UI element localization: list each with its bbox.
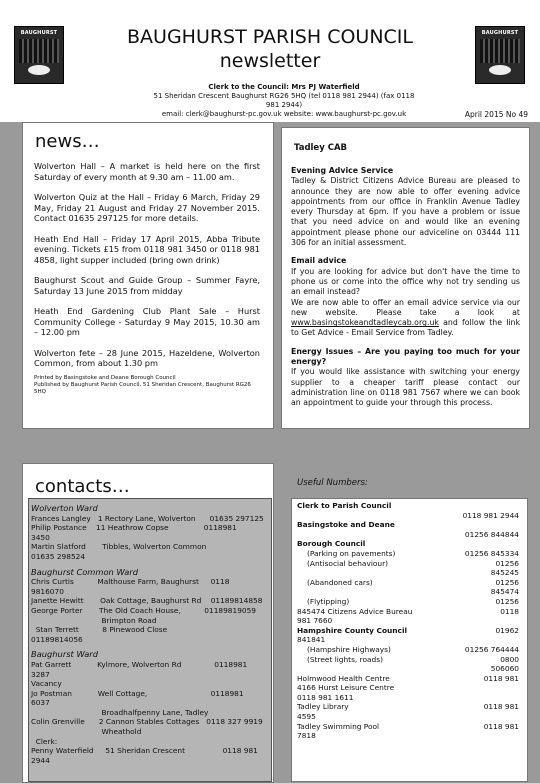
councillor-row: Colin Grenville 2 Cannon Stables Cottages 0118 327 9919 — [31, 717, 263, 727]
energy-heading: Energy Issues – Are you paying too much for your energy? — [291, 346, 520, 367]
councillor-row: Penny Waterfield 51 Sheridan Crescent 0118 981 — [31, 746, 258, 756]
news-item: Heath End Gardening Club Plant Sale – Hurst Community College - Saturday 9 May 2015, 10.30 am – 12.00 pm — [34, 306, 260, 337]
councillor-row: 3450 — [31, 532, 50, 542]
useful-number-cell: 841841 — [297, 635, 326, 645]
useful-number-cell: 981 7660 — [297, 616, 333, 626]
councillor-row: Martin Slatford Tibbles, Wolverton Common — [31, 542, 207, 552]
news-heading: news… — [35, 131, 100, 152]
contacts-heading: contacts… — [35, 476, 130, 497]
energy-section — [291, 347, 520, 409]
useful-number-cell: 0118 981 2944 — [462, 510, 519, 520]
ward-heading: Baughurst Common Ward — [31, 566, 138, 577]
councillor-row: Jo Postman Well Cottage, 0118981 — [31, 688, 244, 698]
councillor-row: Wheathold — [31, 727, 142, 737]
logo-trees-icon — [480, 39, 520, 63]
ward-heading: Baughurst Ward — [31, 649, 98, 660]
councillor-row: 3287 — [31, 669, 50, 679]
useful-number-cell: (Flytipping) — [307, 596, 350, 606]
logo-text: BAUGHURST — [481, 30, 519, 36]
councillor-row: Vacancy — [31, 679, 62, 689]
useful-number-cell: Holmwood Health Centre — [297, 673, 390, 683]
useful-number-cell: Borough Council — [297, 539, 366, 549]
published-by: Published by Baughurst Parish Council, 51 Sheridan Crescent, Baughurst RG26 5HQ — [34, 381, 251, 395]
useful-number-row — [297, 501, 519, 511]
useful-number-cell: 01256 — [495, 577, 519, 587]
contact-address-block — [150, 83, 418, 119]
useful-number-row — [297, 693, 519, 703]
useful-number-cell: 01256 — [495, 596, 519, 606]
useful-number-cell: Clerk to Parish Council — [297, 501, 392, 510]
useful-number-cell — [297, 587, 491, 597]
newsletter-subtitle: newsletter — [219, 50, 321, 72]
email-advice-text: If you are looking for advice but don't have the time to phone us or come into the office why not try sending us an email instead? — [291, 266, 520, 297]
useful-number-cell: 0118 — [500, 606, 519, 616]
useful-number-row — [297, 645, 519, 655]
news-item: Wolverton Hall – A market is held here on the first Saturday of every month at 9.30 am – 11.00 am. — [34, 161, 260, 182]
useful-number-cell: 4595 — [297, 712, 316, 722]
tadley-cab-panel — [281, 127, 530, 429]
useful-number-cell — [297, 568, 491, 578]
useful-number-cell: 506060 — [490, 664, 519, 674]
printed-by: Printed by Basingstoke and Deane Borough Council — [34, 374, 176, 381]
useful-number-row — [297, 712, 519, 722]
useful-number-row — [297, 568, 519, 578]
useful-number-row — [297, 539, 519, 549]
useful-number-cell: 4166 Hurst Leisure Centre — [297, 683, 395, 693]
councillor-row: Frances Langley 1 Rectory Lane, Wolverton 01635 297125 — [31, 513, 264, 523]
useful-number-cell — [297, 530, 465, 540]
logo-trees-icon — [19, 39, 59, 63]
councillor-list — [31, 504, 269, 765]
energy-text: If you would like assistance with switching your energy supplier to a cheaper tariff please contact our administration line on 0118 981 7567 where we can book an appointment to guide your through this process. — [291, 367, 520, 408]
news-item: Wolverton Quiz at the Hall – Friday 6 March, Friday 29 May, Friday 21 August and Friday 27 November 2015. Contact 01635 297125 for more details. — [34, 192, 260, 223]
useful-number-cell: 845474 — [490, 587, 519, 597]
useful-number-cell: 01962 — [495, 625, 519, 635]
email-service-follow: and follow the link to Get Advice - Email Service from Tadley. — [291, 318, 521, 338]
councillor-row: Brimpton Road — [31, 615, 157, 625]
useful-number-row — [297, 674, 519, 684]
councillor-row: 2944 — [31, 755, 50, 765]
useful-number-cell: 7818 — [297, 731, 316, 741]
councillor-row: Pat Garrett Kylmore, Wolverton Rd 0118981 — [31, 659, 248, 669]
useful-number-cell: 845474 Citizens Advice Bureau — [297, 606, 413, 616]
useful-number-cell: (Hampshire Highways) — [307, 644, 391, 654]
evening-advice-text: Tadley & District Citizens Advice Bureau are pleased to announce they are now able to offer evening advice appointments from our office in Franklin Avenue Tadley every Thursday at 6pm. If you have a problem or issue that you need advice on and would like an evening appointment please phone our adviceline on 03444 111 306 for an initial assessment. — [291, 176, 520, 248]
useful-number-cell: 0118 981 — [483, 702, 519, 712]
news-panel — [22, 122, 274, 429]
useful-number-cell: Hampshire County Council — [297, 625, 408, 635]
useful-number-cell — [297, 664, 491, 674]
useful-number-row — [297, 616, 519, 626]
useful-number-cell — [297, 511, 463, 521]
useful-number-cell: 01256 844844 — [464, 529, 519, 539]
address-line: 51 Sheridan Crescent Baughurst RG26 5HQ (tel 0118 981 2944) (fax 0118 981 2944) — [153, 92, 415, 109]
useful-number-cell: Tadley Library — [297, 702, 349, 712]
useful-number-cell: Tadley Swimming Pool — [297, 721, 380, 731]
parish-logo-right — [475, 26, 525, 84]
useful-number-row — [297, 626, 519, 636]
email-advice-section — [291, 256, 520, 338]
useful-number-cell: (Street lights, roads) — [307, 654, 383, 664]
useful-number-cell: (Abandoned cars) — [307, 577, 373, 587]
useful-number-cell: 845245 — [490, 568, 519, 578]
newsletter-header — [0, 0, 540, 122]
councillor-row: Stan Terrett 8 Pinewood Close — [31, 625, 168, 635]
useful-number-row — [297, 731, 519, 741]
issue-number: April 2015 No 49 — [464, 110, 528, 119]
ward-heading: Wolverton Ward — [31, 503, 98, 513]
useful-number-cell: 0800 — [500, 654, 519, 664]
useful-number-row — [297, 683, 519, 693]
useful-number-row — [297, 511, 519, 521]
useful-number-cell: 01256 845334 — [464, 548, 519, 558]
tadley-cab-body — [291, 166, 520, 417]
news-list — [34, 161, 260, 396]
evening-advice-section — [291, 166, 520, 248]
useful-number-cell: 01256 764444 — [464, 644, 519, 654]
useful-number-row — [297, 587, 519, 597]
useful-number-row — [297, 549, 519, 559]
councillor-row: Broadhalfpenny Lane, Tadley — [31, 707, 209, 717]
newsletter-title — [90, 25, 450, 73]
useful-number-cell: 0118 981 — [483, 673, 519, 683]
useful-number-row — [297, 635, 519, 645]
councillor-row: Janette Hewitt Oak Cottage, Baughurst Rd 01189814858 — [31, 596, 263, 606]
logo-text: BAUGHURST — [20, 30, 58, 36]
clerk-line: Clerk to the Council: Mrs PJ Waterfield — [208, 83, 360, 91]
useful-number-cell: 0118 981 — [483, 721, 519, 731]
councillor-row: Chris Curtis Malthouse Farm, Baughurst 0118 — [31, 577, 230, 587]
useful-number-row — [297, 530, 519, 540]
useful-number-row — [297, 559, 519, 569]
councillor-row: 6037 — [31, 698, 50, 708]
useful-number-cell: Basingstoke and Deane — [297, 520, 395, 530]
useful-number-cell: (Antisocial behaviour) — [307, 558, 389, 568]
useful-number-row — [297, 722, 519, 732]
useful-number-row — [297, 520, 519, 530]
email-service-text: We are now able to offer an email advice service via our new website. Please take a look at — [291, 297, 520, 317]
councillor-row: Philip Postance 11 Heathrow Copse 0118981 — [31, 523, 237, 533]
parish-logo-left — [14, 26, 64, 84]
news-item: Heath End Hall – Friday 17 April 2015, Abba Tribute evening. Tickets £15 from 0118 981 3450 or 0118 981 4858, light supper included (bring own drink) — [34, 233, 260, 265]
email-advice-heading: Email advice — [291, 256, 347, 266]
useful-number-cell: (Parking on pavements) — [307, 548, 396, 558]
useful-numbers-heading: Useful Numbers: — [297, 478, 368, 488]
cab-website-link[interactable]: www.basingstokeandtadleycab.org.uk — [291, 318, 439, 328]
councillor-row: 01189814056 — [31, 634, 83, 644]
useful-number-row — [297, 607, 519, 617]
useful-number-row — [297, 655, 519, 665]
news-item: Baughurst Scout and Guide Group – Summer Fayre, Saturday 13 June 2015 from midday — [34, 275, 260, 296]
useful-number-row — [297, 702, 519, 712]
evening-advice-heading: Evening Advice Service — [291, 166, 394, 175]
councillor-row: George Porter The Old Coach House, 01189819059 — [31, 605, 257, 615]
useful-number-cell: 01256 — [495, 558, 519, 568]
useful-number-row — [297, 597, 519, 607]
useful-number-cell: 0118 981 1611 — [297, 692, 354, 702]
tadley-cab-heading: Tadley CAB — [294, 143, 347, 153]
councillor-row: 9816070 — [31, 586, 64, 596]
councillor-row: 01635 298524 — [31, 551, 86, 561]
logo-badger-icon — [28, 65, 50, 75]
news-item: Wolverton fete – 28 June 2015, Hazeldene, Wolverton Common, from about 1.30 pm — [34, 347, 260, 368]
logo-badger-icon — [489, 65, 511, 75]
councillor-row: Clerk: — [31, 736, 58, 746]
useful-number-row — [297, 578, 519, 588]
useful-numbers-list — [297, 501, 519, 741]
email-website-line[interactable]: email: clerk@baughurst-pc.gov.uk website: www.baughurst-pc.gov.uk — [161, 110, 407, 118]
useful-number-row — [297, 664, 519, 674]
council-name: BAUGHURST PARISH COUNCIL — [127, 26, 413, 48]
